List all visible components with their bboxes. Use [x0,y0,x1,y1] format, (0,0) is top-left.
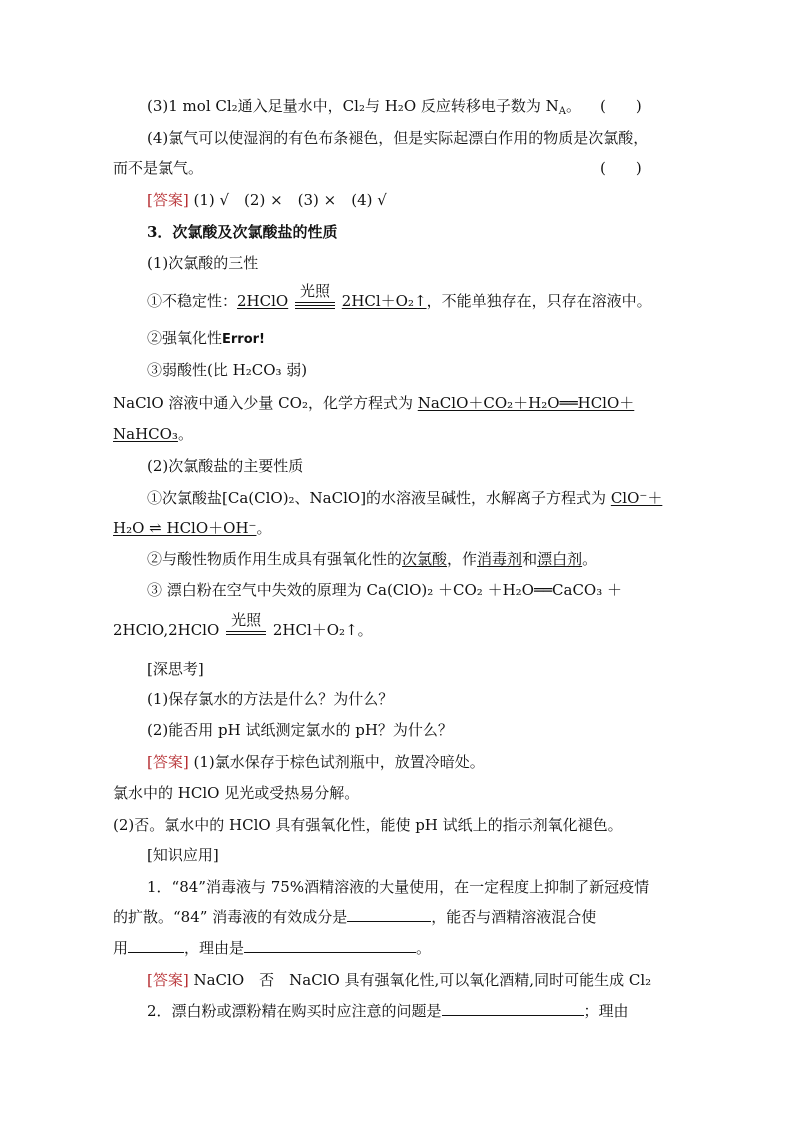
question-4-answer-paren: ( ) [600,159,642,177]
hclo-instability-prefix: ①不稳定性： [147,292,238,310]
hclo-instability-right: 2HCl＋O₂↑ [341,292,427,310]
salt-hydrolysis-tail: 。 [256,519,272,537]
salt-hydrolysis-equation-part2: H₂O ⇌ HClO＋OH⁻ [113,519,257,537]
answer-blank-can-mix[interactable] [128,938,184,953]
think-label: [深思考] [147,660,204,678]
think-answer-label: [答案] [147,753,189,771]
think-answer-3: (2)否。氯水中的 HClO 具有强氧化性，能使 pH 试纸上的指示剂氧化褪色。 [113,816,623,834]
bleach-failure-line2 [113,611,373,641]
naclo-co2-line1 [113,393,634,413]
question-3-subscript: A [558,106,567,117]
salt-heading: (2)次氯酸盐的主要性质 [147,457,304,475]
hclo-instability-left: 2HClO [237,292,289,310]
apply-q1-text-a: 的扩散。“84” 消毒液的有效成分是 [113,908,348,926]
hclo-instability-suffix: ，不能单独存在，只存在溶液中。 [426,292,652,310]
naclo-co2-prefix: NaClO 溶液中通入少量 CO₂，化学方程式为 [113,394,418,412]
salt-hydrolysis-line1 [147,488,662,508]
salt-acid-disinfectant: 消毒剂 [477,550,523,568]
think-answer-1-text: (1)氯水保存于棕色试剂瓶中，放置冷暗处。 [188,753,485,771]
naclo-co2-line2 [113,424,193,444]
salt-acid-text-g: 。 [582,550,598,568]
apply-answer-label: [答案] [147,971,189,989]
question-3 [147,96,581,116]
hclo-instability [147,282,652,312]
answer-blank-purchase-issue[interactable] [442,1001,584,1016]
naclo-co2-tail: 。 [177,425,193,443]
think-question-2: (2)能否用 pH 试纸测定氯水的 pH？为什么？ [147,721,453,739]
question-3-text: (3)1 mol Cl₂通入足量水中，Cl₂与 H₂O 反应转移电子数为 N [147,97,559,115]
light-condition-label-2: 光照 [231,611,262,629]
salt-acid-bleach: 漂白剂 [537,550,583,568]
answer-1-label: [答案] [147,191,189,209]
salt-acid-text-e: 和 [522,550,538,568]
apply-question-2 [147,1001,629,1021]
apply-q1-text-e: 。 [416,939,432,957]
apply-question-1-line1: 1．“84”消毒液与 75%酒精溶液的大量使用，在一定程度上抑制了新冠疫情 [147,878,650,896]
bleach-failure-line1: ③ 漂白粉在空气中失效的原理为 Ca(ClO)₂ ＋CO₂ ＋H₂O══CaCO₃ ＋ [147,581,622,599]
answer-blank-reason[interactable] [244,938,416,953]
light-condition-arrow [293,282,337,312]
salt-acid-reaction [147,549,597,569]
apply-question-1-line2 [113,907,596,927]
salt-hydrolysis-text: ①次氯酸盐[Ca(ClO)₂、NaClO]的水溶液呈碱性，水解离子方程式为 [147,489,611,507]
apply-q1-text-d: ，理由是 [184,939,245,957]
salt-acid-text-c: ，作 [447,550,478,568]
answer-blank-effective-component[interactable] [347,907,431,922]
naclo-co2-equation-part1: NaClO＋CO₂＋H₂O══HClO＋ [417,394,635,412]
salt-hydrolysis-line2 [113,518,271,538]
error-text: Error! [222,332,265,347]
apply-q1-text-b: ，能否与酒精溶液混合使 [431,908,597,926]
salt-acid-text-a: ②与酸性物质作用生成具有强氧化性的 [147,550,403,568]
salt-hydrolysis-equation-part1: ClO⁻＋ [610,489,663,507]
apply-q2-text-b: ；理由 [583,1002,629,1020]
question-3-answer-paren: ( ) [600,97,642,115]
hclo-weak-acid: ③弱酸性(比 H₂CO₃ 弱) [147,361,308,379]
apply-answer-1 [147,970,651,990]
apply-q1-text-c: 用 [113,939,129,957]
salt-acid-hclo: 次氯酸 [402,550,448,568]
think-answer-1 [147,752,485,772]
question-4-line1: (4)氯气可以使湿润的有色布条褪色，但是实际起漂白作用的物质是次氯酸， [147,129,649,147]
think-question-1: (1)保存氯水的方法是什么？为什么？ [147,690,394,708]
hclo-oxidizing [147,328,265,350]
bleach-failure-left: 2HClO,2HClO [113,621,220,639]
hclo-heading: (1)次氯酸的三性 [147,254,259,272]
apply-answer-text: NaClO 否 NaClO 具有强氧化性,可以氧化酒精,同时可能生成 Cl₂ [188,971,652,989]
section-3-title: 3．次氯酸及次氯酸盐的性质 [147,223,338,241]
answer-1 [147,190,387,210]
answer-1-text: (1) √ (2) × (3) × (4) √ [188,191,387,209]
bleach-failure-right: 2HCl＋O₂↑。 [272,621,373,639]
question-4-line2: 而不是氯气。 [113,159,204,177]
question-3-tail: 。 [566,97,582,115]
apply-question-1-line3 [113,938,431,958]
apply-q2-text-a: 2．漂白粉或漂粉精在购买时应注意的问题是 [147,1002,442,1020]
apply-label: [知识应用] [147,846,219,864]
light-condition-label: 光照 [299,282,330,300]
hclo-oxidizing-prefix: ②强氧化性 [147,329,223,347]
naclo-co2-equation-part2: NaHCO₃ [113,425,178,443]
think-answer-2: 氯水中的 HClO 见光或受热易分解。 [113,784,360,802]
light-condition-arrow-2 [224,611,268,641]
